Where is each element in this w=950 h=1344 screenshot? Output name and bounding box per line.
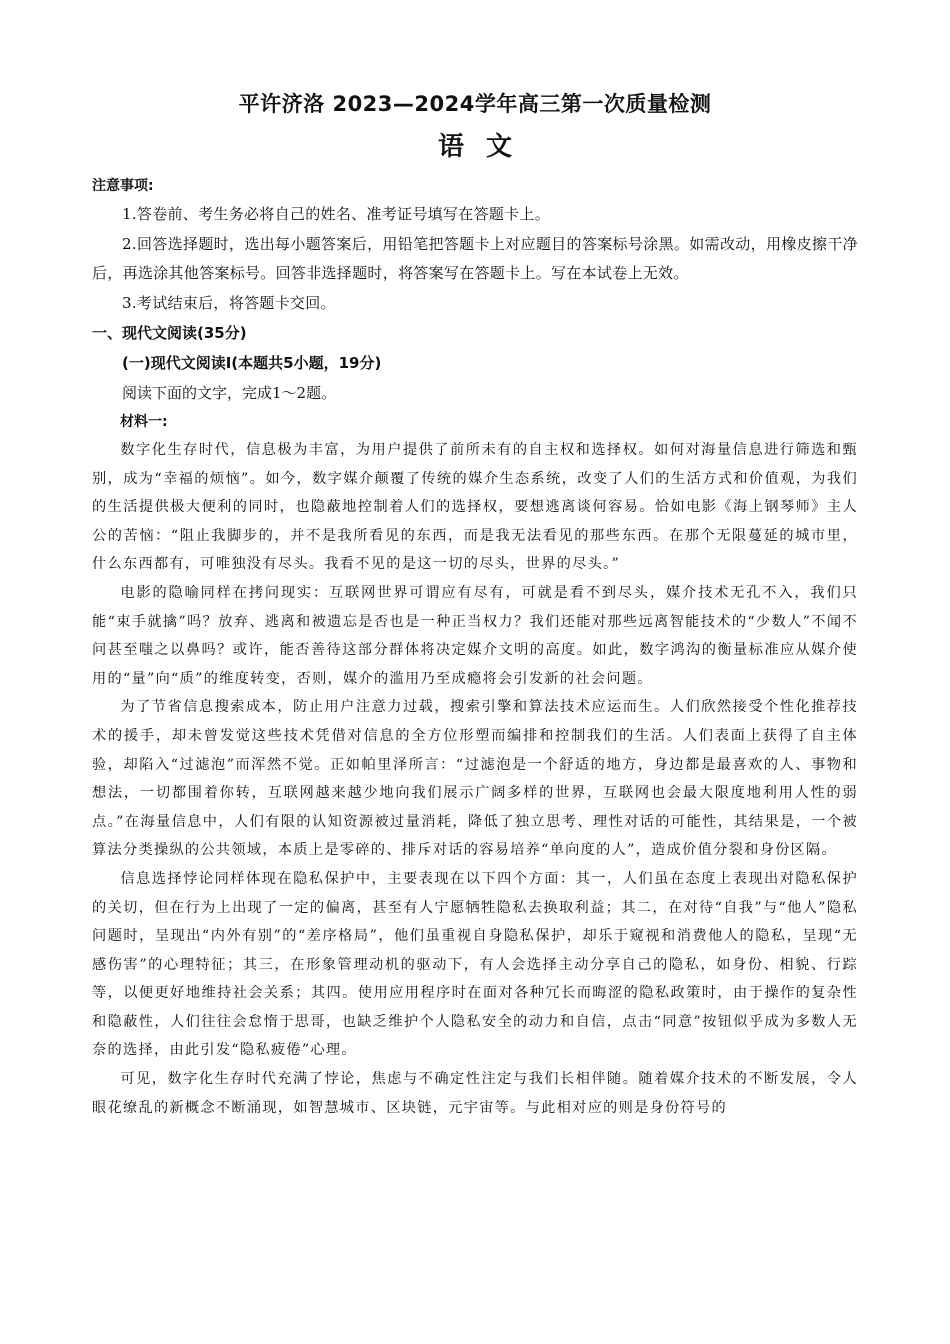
- notice-item: 1.答卷前、考生务必将自己的姓名、准考证号填写在答题卡上。: [122, 205, 551, 223]
- notice-heading: 注意事项:: [92, 178, 154, 194]
- material-label: 材料一:: [120, 414, 168, 430]
- subsection-heading: (一)现代文阅读Ⅰ(本题共5小题，19分): [122, 354, 382, 372]
- reading-instruction: 阅读下面的文字，完成1～2题。: [122, 384, 337, 402]
- exam-title: 平许济洛 2023—2024学年高三第一次质量检测: [238, 92, 712, 116]
- passage-paragraph: 为了节省信息搜索成本，防止用户注意力过载，搜索引擎和算法技术应运而生。人们欣然接受个性化推荐技术的援手，却未曾发觉这些技术凭借对信息的全方位形塑而编排和控制我们的生活。人们表面上获得了自主体验，却陷入“过滤泡”而浑然不觉。正如帕里泽所言：“过滤泡是一个舒适的地方，身边都是最喜欢的人、事物和想法，一切都围着你转，互联网越来越少地向我们展示广阔多样的世界，互联网也会最大限度地利用人性的弱点。”在海量信息中，人们有限的认知资源被过量消耗，降低了独立思考、理性对话的可能性，其结果是，一个被算法分类操纵的公共领域，本质上是零碎的、排斥对话的容易培养“单向度的人”，造成价值分裂和身份区隔。: [92, 699, 858, 859]
- subject-title: 语文: [437, 132, 534, 162]
- passage-paragraph: 数字化生存时代，信息极为丰富，为用户提供了前所未有的自主权和选择权。如何对海量信息进行筛选和甄别，成为“幸福的烦恼”。如今，数字媒介颠覆了传统的媒介生态系统，改变了人们的生活方式和价值观，为我们的生活提供极大便利的同时，也隐蔽地控制着人们的选择权，要想逃离谈何容易。恰如电影《海上钢琴师》主人公的苦恼：“阻止我脚步的，并不是我所看见的东西，而是我无法看见的那些东西。在那个无限蔓延的城市里，什么东西都有，可唯独没有尽头。我看不见的是这一切的尽头，世界的尽头。”: [92, 442, 858, 573]
- notice-item: 2.回答选择题时，选出每小题答案后，用铅笔把答题卡上对应题目的答案标号涂黑。如需改动，用橡皮擦干净后，再选涂其他答案标号。回答非选择题时，将答案写在答题卡上。写在本试卷上无效。: [92, 234, 858, 282]
- passage-paragraph: 可见，数字化生存时代充满了悖论，焦虑与不确定性注定与我们长相伴随。随着媒介技术的不断发展，令人眼花缭乱的新概念不断涌现，如智慧城市、区块链，元宇宙等。与此相对应的则是身份符号的: [92, 1071, 858, 1116]
- notice-item: 3.考试结束后，将答题卡交回。: [122, 293, 336, 312]
- passage-paragraph: 信息选择悖论同样体现在隐私保护中，主要表现在以下四个方面：其一，人们虽在态度上表现出对隐私保护的关切，但在行为上出现了一定的偏离，甚至有人宁愿牺牲隐私去换取利益；其二，在对待“自我”与“他人”隐私问题时，呈现出“内外有别”的“差序格局”，他们虽重视自身隐私保护，却乐于窥视和消费他人的隐私，呈现“无感伤害”的心理特征；其三，在形象管理动机的驱动下，有人会选择主动分享自己的隐私，如身份、相貌、行踪等，以便更好地维持社会关系；其四。使用应用程序时在面对各种冗长而晦涩的隐私政策时，由于操作的复杂性和隐蔽性，人们往往会怠惰于思哥，也缺乏维护个人隐私安全的动力和自信，点击“同意”按钮似乎成为多数人无奈的选择，由此引发“隐私疲倦”心理。: [92, 870, 858, 1059]
- section-heading: 一、现代文阅读(35分): [92, 324, 247, 342]
- passage-paragraph: 电影的隐喻同样在拷问现实：互联网世界可谓应有尽有，可就是看不到尽头，媒介技术无孔不入，我们只能“束手就擒”吗？放弃、逃离和被遗忘是否也是一种正当权力？我们还能对那些远离智能技术的“少数人”不闻不问甚至嗤之以鼻吗？或许，能否善待这部分群体将决定媒介文明的高度。如此，数字鸿沟的衡量标准应从媒介使用的“量”向“质”的维度转变，否则，媒介的滥用乃至成瘾将会引发新的社会问题。: [92, 584, 858, 687]
